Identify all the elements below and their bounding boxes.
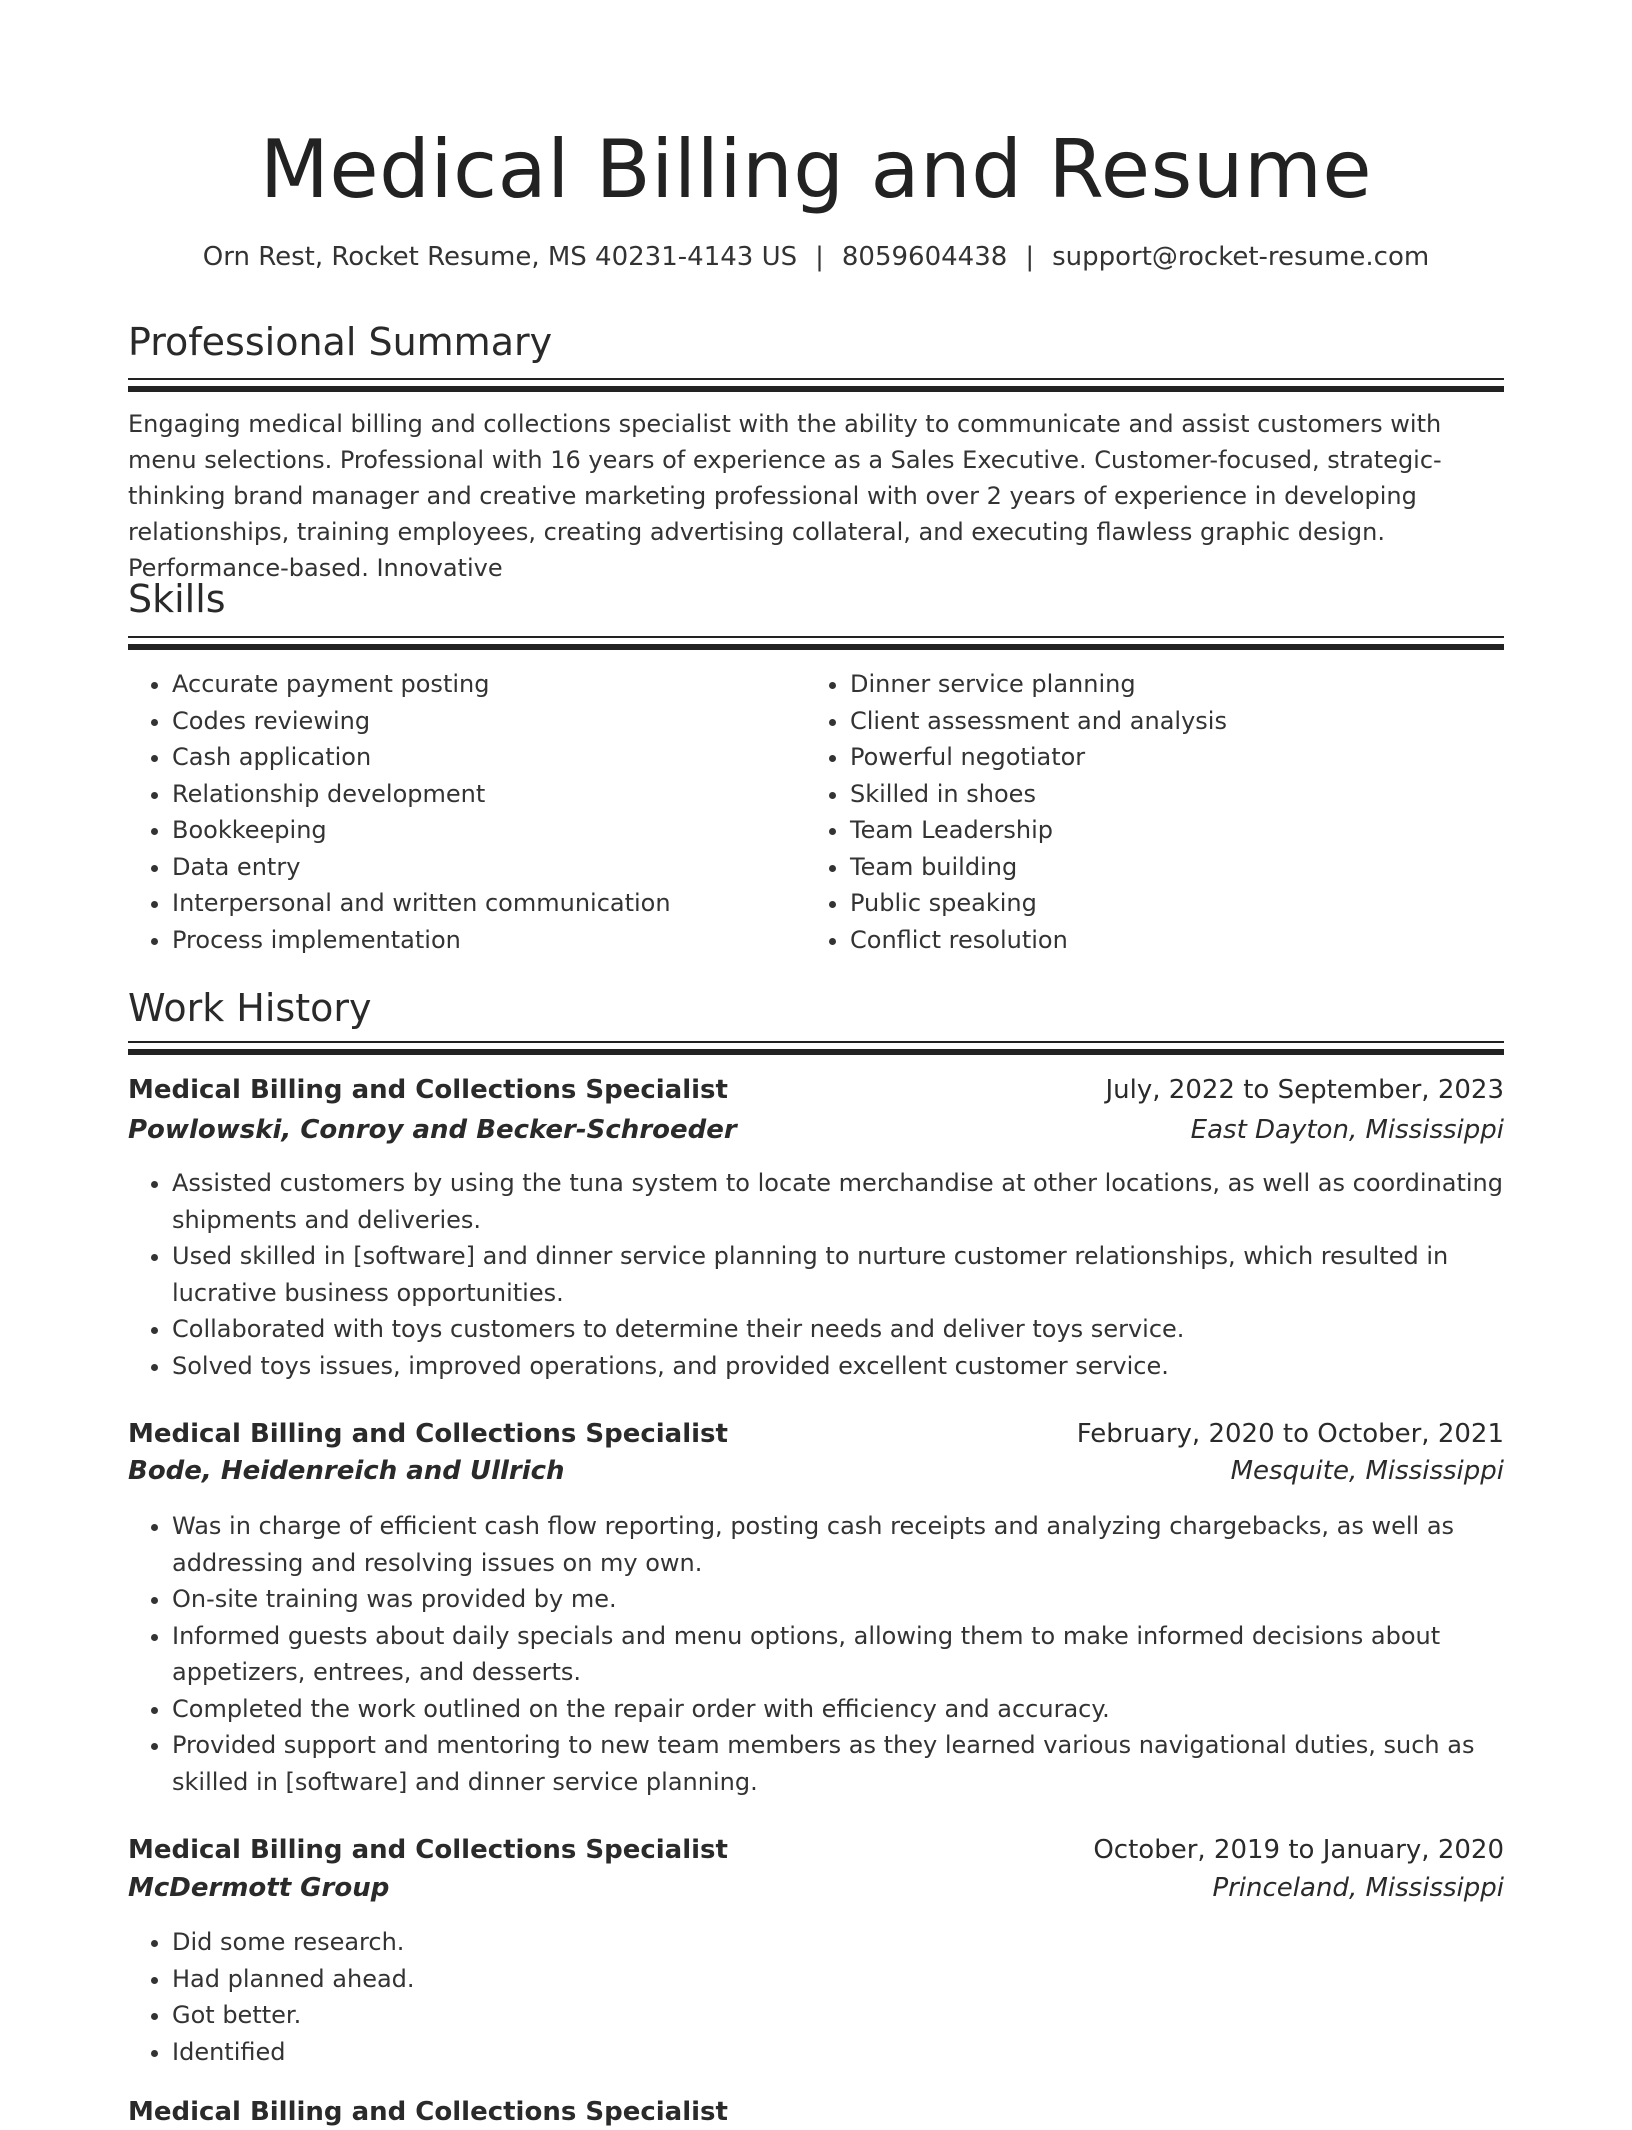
job-duty: • Got better.: [172, 1997, 1504, 2034]
job-employer: [128, 1112, 1504, 1148]
job-dates: February, 2020 to October, 2021: [1076, 1419, 1504, 1449]
job-title: Medical Billing and Collections Specialist: [128, 2097, 728, 2127]
job-title: Medical Billing and Collections Specialist: [128, 1835, 728, 1865]
work-history-divider: [128, 1041, 1504, 1055]
skills-list-right: [806, 666, 1490, 958]
job-duties: [128, 1924, 1504, 2070]
skill-item: • Client assessment and analysis: [850, 703, 1490, 740]
contact-line: [0, 238, 1632, 276]
job-company: Bode, Heidenreich and Ullrich: [128, 1456, 565, 1486]
job-duty: • Solved toys issues, improved operations, and provided excellent customer service.: [172, 1348, 1504, 1385]
job-dates: July, 2022 to September, 2023: [1105, 1075, 1504, 1105]
job-header: [128, 1832, 1504, 1868]
job-duty: • Identified: [172, 2034, 1504, 2071]
job-location: Mesquite, Mississippi: [1230, 1456, 1504, 1486]
job-duty: • Had planned ahead.: [172, 1961, 1504, 1998]
skill-item: • Public speaking: [850, 885, 1490, 922]
contact-address: Orn Rest, Rocket Resume, MS 40231-4143 US: [202, 242, 798, 272]
summary-heading: Professional Summary: [128, 320, 553, 364]
job-duty: • Used skilled in [software] and dinner service planning to nurture customer relationships, which resulted in lucrative business opportunities.: [172, 1238, 1504, 1311]
skill-item: • Powerful negotiator: [850, 739, 1490, 776]
job-duty: • Completed the work outlined on the repair order with efficiency and accuracy.: [172, 1691, 1504, 1728]
job-duties: [128, 1165, 1504, 1384]
skill-item: • Process implementation: [172, 922, 812, 959]
job-duties: [128, 1508, 1504, 1800]
job-duty: • Did some research.: [172, 1924, 1504, 1961]
contact-email: support@rocket-resume.com: [1052, 242, 1430, 272]
skill-item: • Cash application: [172, 739, 812, 776]
job-location: East Dayton, Mississippi: [1190, 1115, 1504, 1145]
job-duty: • Assisted customers by using the tuna system to locate merchandise at other locations, as well as coordinating shipments and deliveries.: [172, 1165, 1504, 1238]
summary-text: Engaging medical billing and collections specialist with the ability to communicate and assist customers with menu selections. Professional with 16 years of experience as a Sales Executive. Customer-focused, strategic-thinking brand manager and creative marketing professional with over 2 years of experience in developing relationships, training employees, creating advertising collateral, and executing flawless graphic design. Performance-based. Innovative: [128, 410, 1442, 582]
job-duty: • Informed guests about daily specials and menu options, allowing them to make informed decisions about appetizers, entrees, and desserts.: [172, 1618, 1504, 1691]
skill-item: • Relationship development: [172, 776, 812, 813]
skill-item: • Team Leadership: [850, 812, 1490, 849]
job-header: [128, 2094, 1504, 2130]
skill-item: • Bookkeeping: [172, 812, 812, 849]
skill-item: • Skilled in shoes: [850, 776, 1490, 813]
job-header: [128, 1072, 1504, 1108]
job-location: Princeland, Mississippi: [1212, 1873, 1504, 1903]
job-company: McDermott Group: [128, 1873, 390, 1903]
contact-separator: |: [815, 242, 824, 272]
skills-list-left: [128, 666, 812, 958]
work-history-heading: Work History: [128, 986, 372, 1030]
skills-divider: [128, 636, 1504, 650]
summary-divider: [128, 378, 1504, 392]
skill-item: • Team building: [850, 849, 1490, 886]
job-duty: • Was in charge of efficient cash flow reporting, posting cash receipts and analyzing chargebacks, as well as addressing and resolving issues on my own.: [172, 1508, 1504, 1581]
skill-item: • Accurate payment posting: [172, 666, 812, 703]
job-header: [128, 1416, 1504, 1452]
resume-name: Medical Billing and Resume: [259, 123, 1373, 216]
job-title: Medical Billing and Collections Specialist: [128, 1419, 728, 1449]
job-company: Powlowski, Conroy and Becker-Schroeder: [128, 1115, 737, 1145]
skill-item: • Data entry: [172, 849, 812, 886]
job-employer: [128, 1453, 1504, 1489]
job-duty: • On-site training was provided by me.: [172, 1581, 1504, 1618]
job-duty: • Provided support and mentoring to new team members as they learned various navigational duties, such as skilled in [software] and dinner service planning.: [172, 1727, 1504, 1800]
contact-separator: |: [1025, 242, 1035, 272]
contact-phone: 8059604438: [841, 242, 1008, 272]
skill-item: • Conflict resolution: [850, 922, 1490, 959]
skill-item: • Dinner service planning: [850, 666, 1490, 703]
job-title: Medical Billing and Collections Specialist: [128, 1075, 728, 1105]
skill-item: • Interpersonal and written communication: [172, 885, 812, 922]
job-duty: • Collaborated with toys customers to determine their needs and deliver toys service.: [172, 1311, 1504, 1348]
skill-item: • Codes reviewing: [172, 703, 812, 740]
job-employer: [128, 1870, 1504, 1906]
skills-heading: Skills: [128, 577, 226, 621]
job-dates: October, 2019 to January, 2020: [1093, 1835, 1504, 1865]
